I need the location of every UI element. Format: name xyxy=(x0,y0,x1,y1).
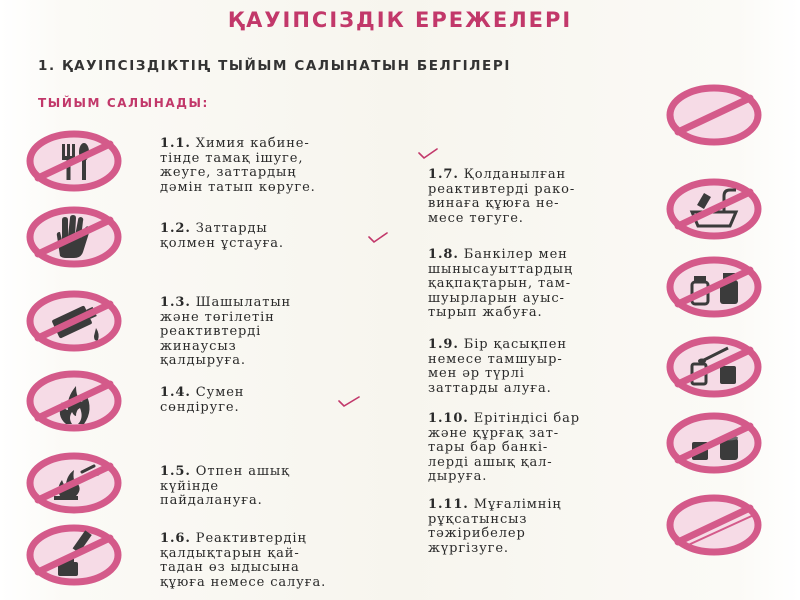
handwritten-checkmark-icon xyxy=(418,148,438,160)
rule-1-4 xyxy=(160,386,396,415)
hand-icon xyxy=(24,206,124,268)
rule-1-9 xyxy=(428,338,664,396)
rule-1-2 xyxy=(160,222,396,251)
rule-number: 1.11. xyxy=(428,497,469,512)
open-jars-icon xyxy=(664,412,764,474)
rule-text-line: реактивтерді xyxy=(160,324,262,340)
rule-text-line: дыруға. xyxy=(428,469,488,485)
flame-icon xyxy=(24,370,124,432)
rule-text-line: Банкілер мен xyxy=(463,247,568,262)
rule-text-line: Заттарды xyxy=(195,221,268,236)
section-number: 1. xyxy=(38,58,56,74)
handwritten-checkmark-icon xyxy=(368,232,388,244)
rule-number: 1.5. xyxy=(160,464,191,479)
rule-1-8 xyxy=(428,248,664,321)
spilled-bottle-icon xyxy=(24,290,124,352)
rule-text-line: күйінде xyxy=(160,478,219,494)
rule-text-line: Қолданылған xyxy=(463,167,567,182)
rule-text-line: тадан өз ыдысына xyxy=(160,560,300,576)
pouring-back-icon xyxy=(24,524,124,586)
rule-text-line: және құрғақ зат- xyxy=(428,425,560,441)
rule-text-line: жүргізуге. xyxy=(428,540,509,556)
rule-number: 1.1. xyxy=(160,136,191,151)
rule-1-3 xyxy=(160,296,396,369)
rule-text-line: жинаусыз xyxy=(160,338,237,354)
rule-text-line: Ерітіндісі бар xyxy=(473,411,580,426)
rule-text-line: тырып жабуға. xyxy=(428,305,543,321)
rule-text-line: жеуге, заттардың xyxy=(160,165,297,181)
blank-prohibition-icon xyxy=(664,494,764,556)
open-fire-icon xyxy=(24,452,124,514)
rule-1-11 xyxy=(428,498,664,556)
blank-prohibition-sign-top xyxy=(664,84,764,146)
rule-text-line: сөндіруге. xyxy=(160,399,240,415)
rule-1-10 xyxy=(428,412,664,485)
rule-text-line: немесе тамшуыр- xyxy=(428,351,563,367)
rule-1-6 xyxy=(160,532,410,590)
page-title: ҚАУІПСІЗДІК ЕРЕЖЕЛЕРІ xyxy=(227,8,573,32)
rule-text-line: Сумен xyxy=(195,385,245,400)
rule-text-line: қақпақтарын, там- xyxy=(428,276,572,292)
rule-text-line: Химия кабине- xyxy=(195,136,310,151)
rule-text-line: Реактивтердің xyxy=(195,531,307,546)
rule-text-line: Бір қасықпен xyxy=(463,337,567,352)
fork-knife-icon xyxy=(24,130,124,192)
rule-number: 1.10. xyxy=(428,411,469,426)
rule-text-line: тары бар банкі- xyxy=(428,440,549,456)
rule-text-line: мен әр түрлі xyxy=(428,366,525,382)
rule-text-line: қалдықтарын қай- xyxy=(160,545,300,561)
section-text: ҚАУІПСІЗДІКТІҢ ТЫЙЫМ САЛЫНАТЫН БЕЛГІЛЕРІ xyxy=(62,58,511,74)
rule-text-line: Мұғалімнің xyxy=(473,497,562,512)
rule-text-line: қалдыруға. xyxy=(160,353,246,369)
rule-1-7 xyxy=(428,168,664,226)
rule-text-line: рұқсатынсыз xyxy=(428,511,528,527)
rule-text-line: тінде тамақ ішуге, xyxy=(160,150,304,166)
rule-text-line: және төгілетін xyxy=(160,309,275,325)
rule-text-line: қолмен ұстауға. xyxy=(160,235,284,251)
handwritten-checkmark-icon xyxy=(338,396,360,408)
rule-text-line: реактивтерді рако- xyxy=(428,181,576,197)
rule-number: 1.3. xyxy=(160,295,191,310)
spoon-jars-icon xyxy=(664,336,764,398)
rule-text-line: винаға құюға не- xyxy=(428,196,560,212)
rule-text-line: месе төгуге. xyxy=(428,210,524,226)
rule-text-line: шынысауыттардың xyxy=(428,261,574,277)
forbidden-label: ТЫЙЫМ САЛЫНАДЫ: xyxy=(38,96,209,110)
rule-number: 1.2. xyxy=(160,221,191,236)
rule-text-line: құюға немесе салуға. xyxy=(160,574,327,590)
rule-text-line: Шашылатын xyxy=(195,295,292,310)
section-heading xyxy=(38,58,511,74)
rule-number: 1.9. xyxy=(428,337,459,352)
rule-text-line: заттарды алуға. xyxy=(428,380,552,396)
sink-icon xyxy=(664,178,764,240)
jars-swap-icon xyxy=(664,256,764,318)
rule-text-line: пайдалануға. xyxy=(160,493,263,509)
rule-text-line: дәмін татып көруге. xyxy=(160,179,316,195)
rule-number: 1.7. xyxy=(428,167,459,182)
rule-text-line: тәжірибелер xyxy=(428,526,526,542)
rule-text-line: Отпен ашық xyxy=(195,464,290,479)
rule-number: 1.6. xyxy=(160,531,191,546)
rule-number: 1.4. xyxy=(160,385,191,400)
rule-text-line: шуырларын ауыс- xyxy=(428,290,565,306)
rule-number: 1.8. xyxy=(428,247,459,262)
rule-text-line: лерді ашық қал- xyxy=(428,454,553,470)
rule-1-5 xyxy=(160,465,396,509)
rule-1-1 xyxy=(160,137,396,195)
